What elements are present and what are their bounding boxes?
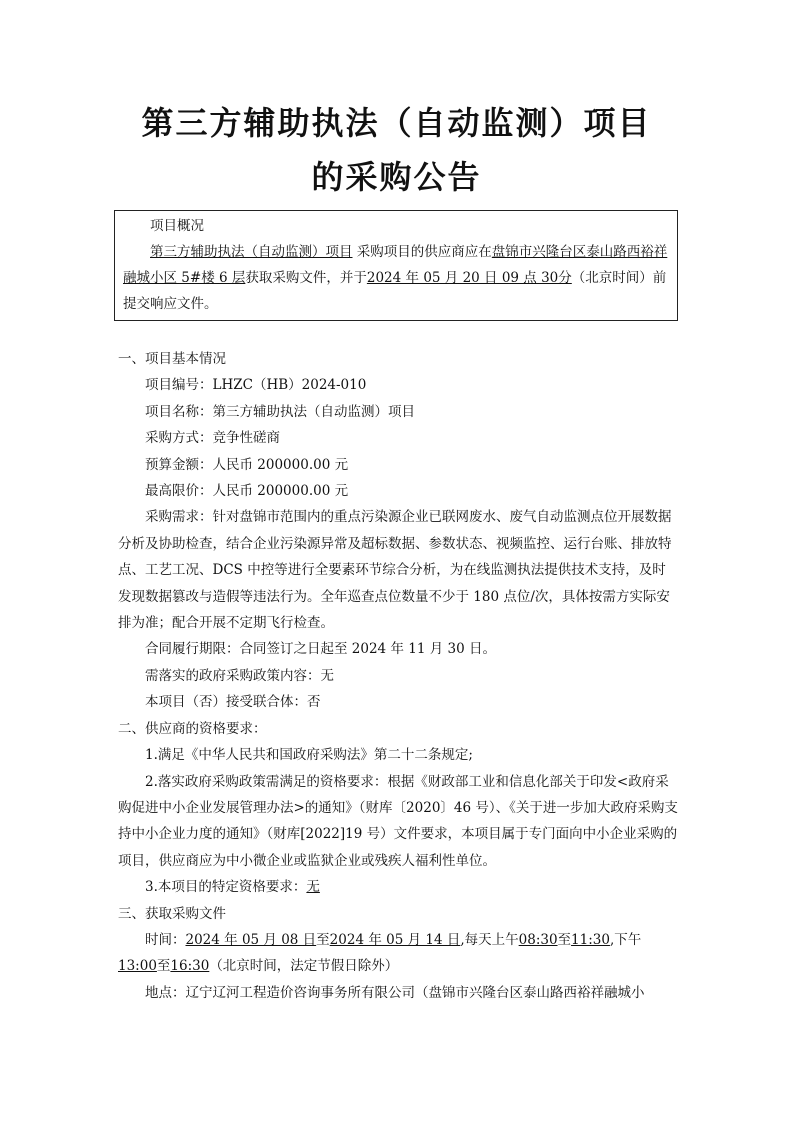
daily-text: ,每天上午 <box>460 931 519 948</box>
consortium: 本项目（否）接受联合体：否 <box>145 694 321 711</box>
overview-deadline: 2024 年 05 月 20 日 09 点 30分 <box>366 270 572 286</box>
to-text: 至 <box>557 931 572 948</box>
overview-heading: 项目概况 <box>150 218 204 234</box>
page-title-line-2: 的采购公告 <box>311 158 482 196</box>
acquisition-time <box>118 927 678 980</box>
qualification-3 <box>118 874 678 900</box>
announcement-body <box>118 346 678 1006</box>
qualification-3-value: 无 <box>306 879 320 896</box>
policy-content: 需落实的政府采购政策内容：无 <box>145 667 334 684</box>
overview-text-1: 采购项目的供应商应在 <box>352 244 492 260</box>
budget-amount: 预算金额：人民币 200000.00 元 <box>145 456 349 473</box>
qualification-3-label: 3.本项目的特定资格要求： <box>145 879 307 896</box>
overview-text <box>123 239 669 317</box>
time-note: （北京时间，法定节假日除外） <box>209 958 399 975</box>
overview-project-name: 第三方辅助执法（自动监测）项目 <box>150 244 353 260</box>
am-start: 08:30 <box>518 931 558 948</box>
project-name: 项目名称：第三方辅助执法（自动监测）项目 <box>145 403 415 420</box>
overview-text-2: 获取采购文件，并于 <box>245 270 367 286</box>
date-start: 2024 年 05 月 08 日 <box>185 931 317 948</box>
overview-text-3: （北京时间）前提交响应文件。 <box>123 270 667 312</box>
date-end: 2024 年 05 月 14 日 <box>329 931 461 948</box>
am-end: 11:30 <box>571 931 610 948</box>
page-title-line-1: 第三方辅助执法（自动监测）项目 <box>141 104 652 142</box>
to-text: 至 <box>156 958 171 975</box>
project-number: 项目编号：LHZC（HB）2024-010 <box>145 377 367 394</box>
section-1-heading: 一、项目基本情况 <box>118 351 226 367</box>
project-overview-box <box>114 210 678 321</box>
procurement-method: 采购方式：竞争性磋商 <box>145 430 280 447</box>
time-label: 时间： <box>145 931 186 948</box>
pm-start: 13:00 <box>118 958 157 975</box>
acquisition-place: 地点：辽宁辽河工程造价咨询事务所有限公司（盘锦市兴隆台区泰山路西裕祥融城小 <box>145 984 645 1001</box>
overview-location: 盘锦市兴隆台区泰山路西裕祥融城小区 5#楼 6 层 <box>123 244 668 286</box>
pm-text: ,下午 <box>609 931 642 948</box>
section-2-heading: 二、供应商的资格要求： <box>118 720 267 737</box>
to-text: 至 <box>316 931 330 948</box>
procurement-demand: 采购需求：针对盘锦市范围内的重点污染源企业已联网废水、废气自动监测点位开展数据分析及协助检查，结合企业污染源异常及超标数据、参数状态、视频监控、运行台账、排放特点、工艺工况、DCS 中控等进行全要素环节综合分析，为在线监测执法提供技术支持，及时发现数据篡改与造假等违法行为。全年巡查点位数量不少于 180 点位/次，具体按需方实际安排为准；配合开展不定期飞行检查。 <box>118 509 672 632</box>
qualification-1: 1.满足《中华人民共和国政府采购法》第二十二条规定; <box>145 747 473 764</box>
contract-period: 合同履行期限：合同签订之日起至 2024 年 11 月 30 日。 <box>145 641 496 658</box>
max-price: 最高限价：人民币 200000.00 元 <box>145 483 349 500</box>
qualification-2: 2.落实政府采购政策需满足的资格要求：根据《财政部工业和信息化部关于印发<政府采购促进中小企业发展管理办法>的通知》（财库〔2020〕46 号）、《关于进一步加大政府采购支持中小企业力度的通知》（财库[2022]19 号）文件要求，本项目属于专门面向中小企业采购的项目，供应商应为中小微企业或监狱企业或残疾人福利性单位。 <box>118 773 678 869</box>
section-3-heading: 三、获取采购文件 <box>118 905 226 922</box>
pm-end: 16:30 <box>170 958 210 975</box>
